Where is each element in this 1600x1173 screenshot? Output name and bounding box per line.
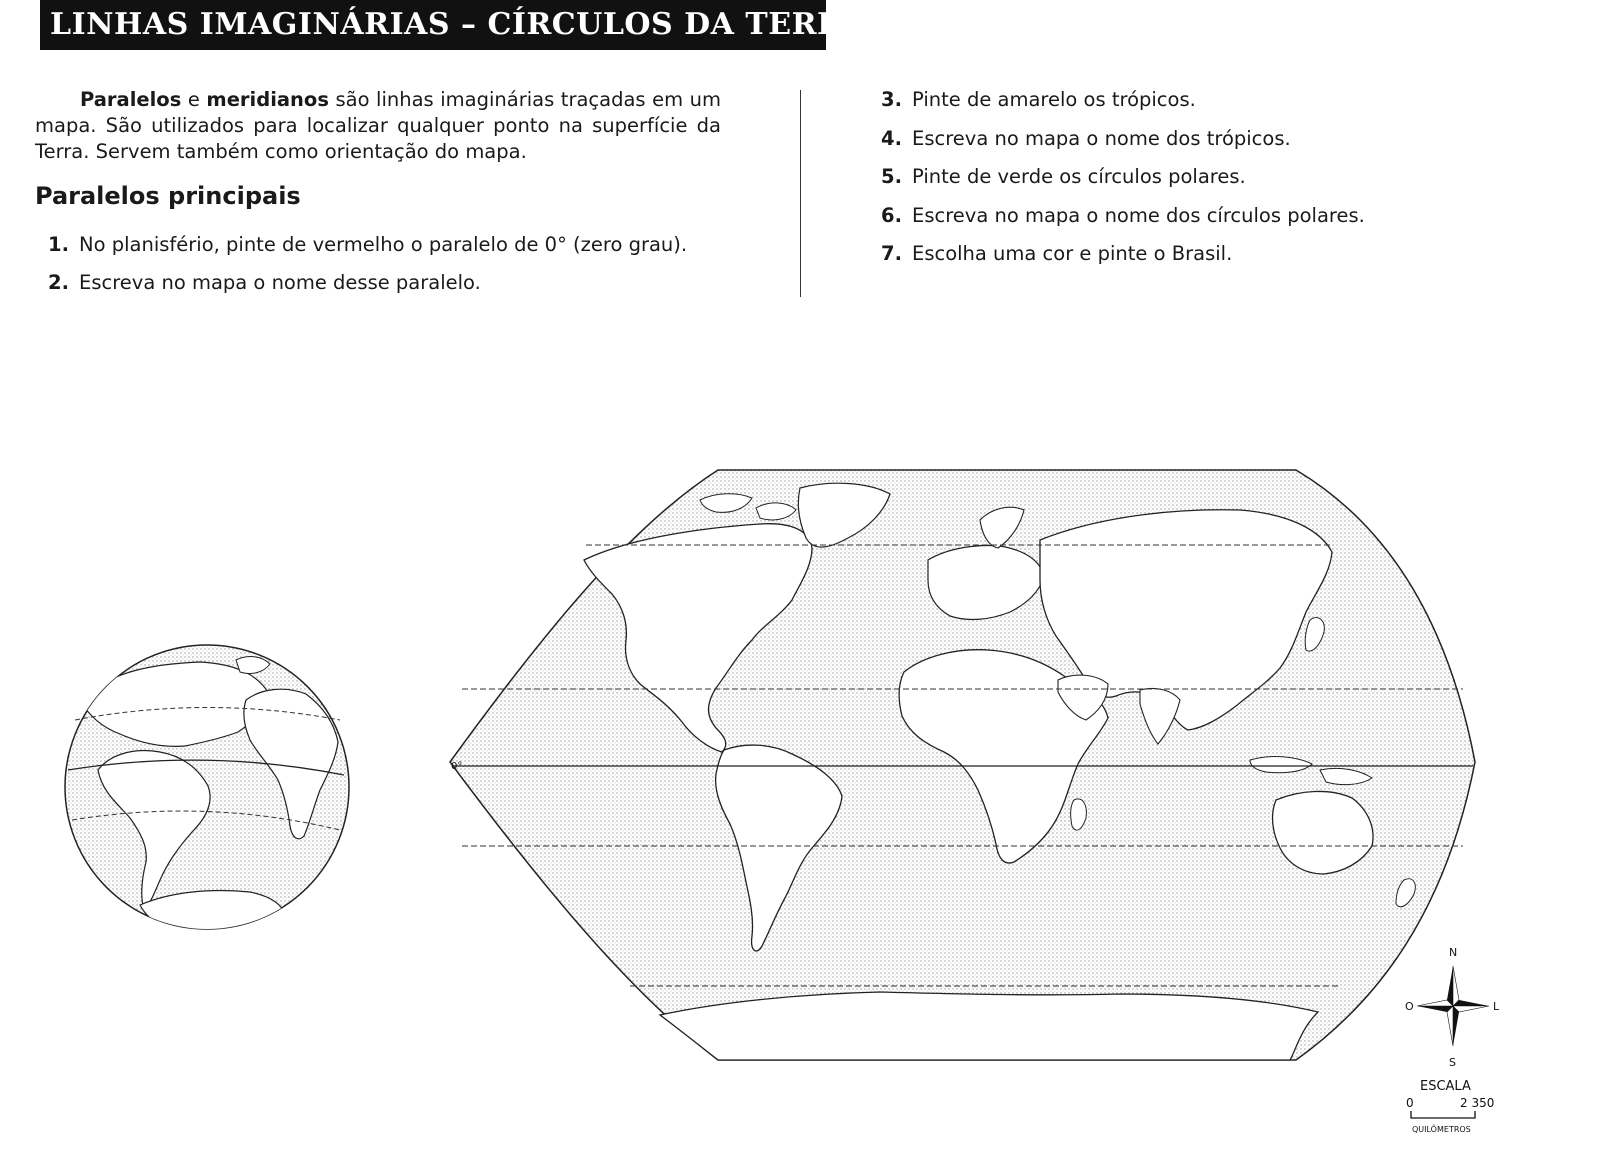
task-text: Escreva no mapa o nome dos trópicos. [912,127,1291,150]
scale-line [1411,1111,1475,1118]
task-text: Pinte de amarelo os trópicos. [912,88,1196,111]
world-map [450,470,1475,1060]
compass-south-label: S [1449,1056,1456,1069]
task-number: 5. [881,165,902,188]
compass-east-label: L [1493,1000,1500,1013]
globe [65,645,349,934]
scale-title: ESCALA [1420,1079,1471,1094]
task-text: Escreva no mapa o nome dos círculos polares. [912,204,1365,227]
globe-antarctica [140,891,286,934]
antarctica [660,992,1318,1060]
equator-degree-label: 0° [451,761,463,772]
scale-bar [1406,1079,1494,1134]
task-number: 4. [881,127,902,150]
scale-end: 2 350 [1460,1096,1495,1110]
term-meridianos: meridianos [206,88,329,111]
task-text: Escreva no mapa o nome desse paralelo. [79,271,481,294]
scale-start: 0 [1406,1096,1414,1110]
scale-unit: QUILÔMETROS [1412,1125,1471,1134]
task-number: 6. [881,204,902,227]
compass-west-label: O [1405,1000,1414,1013]
task-number: 2. [48,271,69,294]
task-number: 1. [48,233,69,256]
task-text: Escolha uma cor e pinte o Brasil. [912,242,1233,265]
compass-north-label: N [1449,946,1458,959]
page-title: LINHAS IMAGINÁRIAS – CÍRCULOS DA TERRA [40,0,826,50]
intro-connector: e [181,88,207,111]
task-text: Pinte de verde os círculos polares. [912,165,1246,188]
task-text: No planisfério, pinte de vermelho o paralelo de 0° (zero grau). [79,233,688,256]
compass-rose [1405,946,1500,1069]
task-number: 7. [881,242,902,265]
intro-text: são linhas imaginárias traçadas em um mapa. São utilizados para localizar qualquer ponto na superfície da Terra. Servem também como orientação do mapa. [35,88,721,163]
task-number: 3. [881,88,902,111]
term-paralelos: Paralelos [80,88,182,111]
section-heading: Paralelos principais [35,182,301,210]
